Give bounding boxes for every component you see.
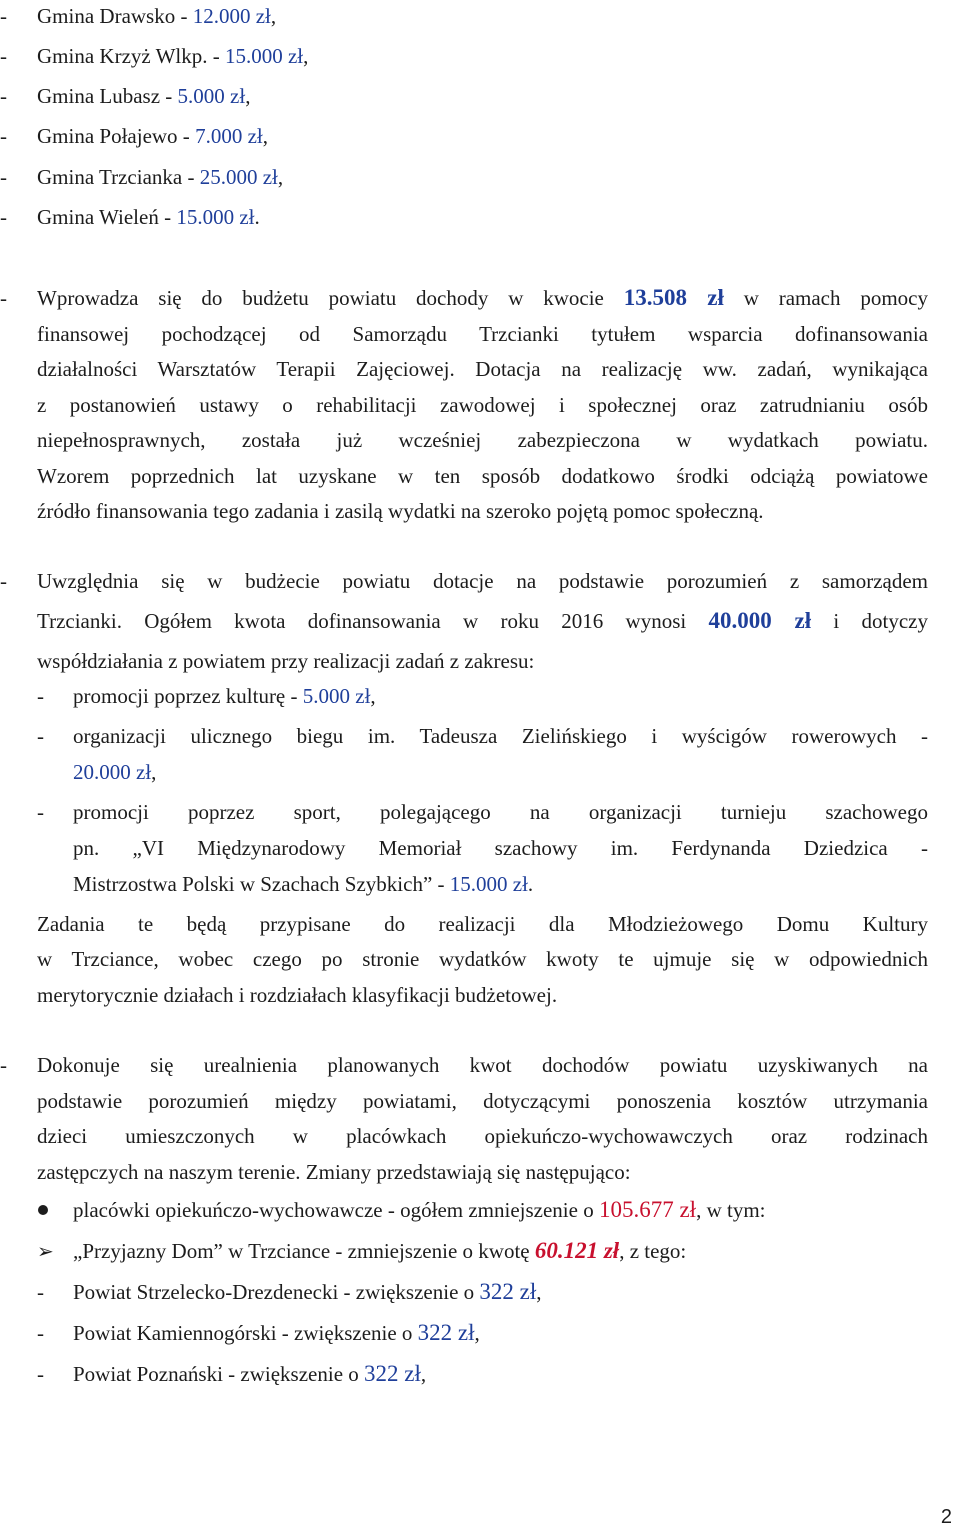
text-line: podstawie porozumień między powiatami, dotyczącymi ponoszenia kosztów utrzymania [37, 1089, 928, 1113]
text-line: Uwzględnia się w budżecie powiatu dotacje na podstawie porozumień z samorządem [37, 569, 928, 593]
sub-dash: - [37, 1280, 44, 1304]
bullet-dot-icon [38, 1205, 48, 1215]
sub-item-cont: pn. „VI Międzynarodowy Memoriał szachowy im. Ferdynanda Dziedzica - [73, 836, 928, 860]
list-item: Gmina Trzcianka - 25.000 zł, [37, 165, 284, 189]
list-item: Gmina Połajewo - 7.000 zł, [37, 124, 268, 148]
paragraph-dash: - [0, 286, 7, 310]
paragraph-dash: - [0, 1053, 7, 1077]
text-line: Trzcianki. Ogółem kwota dofinansowania w roku 2016 wynosi 40.000 zł i dotyczy [37, 608, 928, 633]
paragraph-dash: - [0, 569, 7, 593]
list-dash: - [0, 4, 7, 28]
bullet-item: placówki opiekuńczo-wychowawcze - ogółem zmniejszenie o 105.677 zł, w tym: [73, 1197, 766, 1222]
sub-dash: - [37, 1321, 44, 1345]
text-line: Wzorem poprzednich lat uzyskane w ten sposób dodatkowo środki odciążą powiatowe [37, 464, 928, 488]
text-line: źródło finansowania tego zadania i zasilą wydatki na szeroko pojętą pomoc społeczną. [37, 499, 764, 523]
sub-dash: - [37, 800, 44, 824]
sub-item: organizacji ulicznego biegu im. Tadeusza Zielińskiego i wyścigów rowerowych - [73, 724, 928, 748]
text-line: finansowej pochodzącej od Samorządu Trzcianki tytułem wsparcia dofinansowania [37, 322, 928, 346]
text-line: z postanowień ustawy o rehabilitacji zawodowej i społecznej oraz zatrudnianiu osób [37, 393, 928, 417]
text-line: niepełnosprawnych, została już wcześniej zabezpieczona w wydatkach powiatu. [37, 428, 928, 452]
list-dash: - [0, 124, 7, 148]
text-line: działalności Warsztatów Terapii Zajęciowej. Dotacja na realizację ww. zadań, wynikająca [37, 357, 928, 381]
list-item: Gmina Lubasz - 5.000 zł, [37, 84, 251, 108]
sub-item: Powiat Poznański - zwiększenie o 322 zł, [73, 1361, 427, 1386]
text-line: w Trzciance, wobec czego po stronie wydatków kwoty te ujmuje się w odpowiednich [37, 947, 928, 971]
list-dash: - [0, 44, 7, 68]
text-line: zastępczych na naszym terenie. Zmiany przedstawiają się następująco: [37, 1160, 631, 1184]
text-line: Zadania te będą przypisane do realizacji dla Młodzieżowego Domu Kultury [37, 912, 928, 936]
list-item: Gmina Drawsko - 12.000 zł, [37, 4, 277, 28]
text-line: dzieci umieszczonych w placówkach opiekuńczo-wychowawczych oraz rodzinach [37, 1124, 928, 1148]
sub-item: Powiat Strzelecko-Drezdenecki - zwiększenie o 322 zł, [73, 1279, 542, 1304]
sub-item: Powiat Kamiennogórski - zwiększenie o 322 zł, [73, 1320, 480, 1345]
arrow-item: „Przyjazny Dom” w Trzciance - zmniejszenie o kwotę 60.121 zł, z tego: [73, 1238, 687, 1263]
sub-dash: - [37, 684, 44, 708]
sub-item-cont: Mistrzostwa Polski w Szachach Szybkich” - 15.000 zł. [73, 872, 534, 896]
sub-item-cont: 20.000 zł, [73, 760, 157, 784]
text-line: Dokonuje się urealnienia planowanych kwot dochodów powiatu uzyskiwanych na [37, 1053, 928, 1077]
sub-dash: - [37, 1362, 44, 1386]
text-line: współdziałania z powiatem przy realizacji zadań z zakresu: [37, 649, 535, 673]
list-dash: - [0, 84, 7, 108]
list-dash: - [0, 165, 7, 189]
sub-dash: - [37, 724, 44, 748]
list-item: Gmina Krzyż Wlkp. - 15.000 zł, [37, 44, 309, 68]
text-line: Wprowadza się do budżetu powiatu dochody w kwocie 13.508 zł w ramach pomocy [37, 285, 928, 310]
text-line: merytorycznie działach i rozdziałach klasyfikacji budżetowej. [37, 983, 558, 1007]
list-dash: - [0, 205, 7, 229]
page-number: 2 [940, 1506, 952, 1528]
arrow-bullet-icon: ➢ [37, 1239, 54, 1263]
sub-item: promocji poprzez sport, polegającego na organizacji turnieju szachowego [73, 800, 928, 824]
sub-item: promocji poprzez kulturę - 5.000 zł, [73, 684, 376, 708]
list-item: Gmina Wieleń - 15.000 zł. [37, 205, 260, 229]
